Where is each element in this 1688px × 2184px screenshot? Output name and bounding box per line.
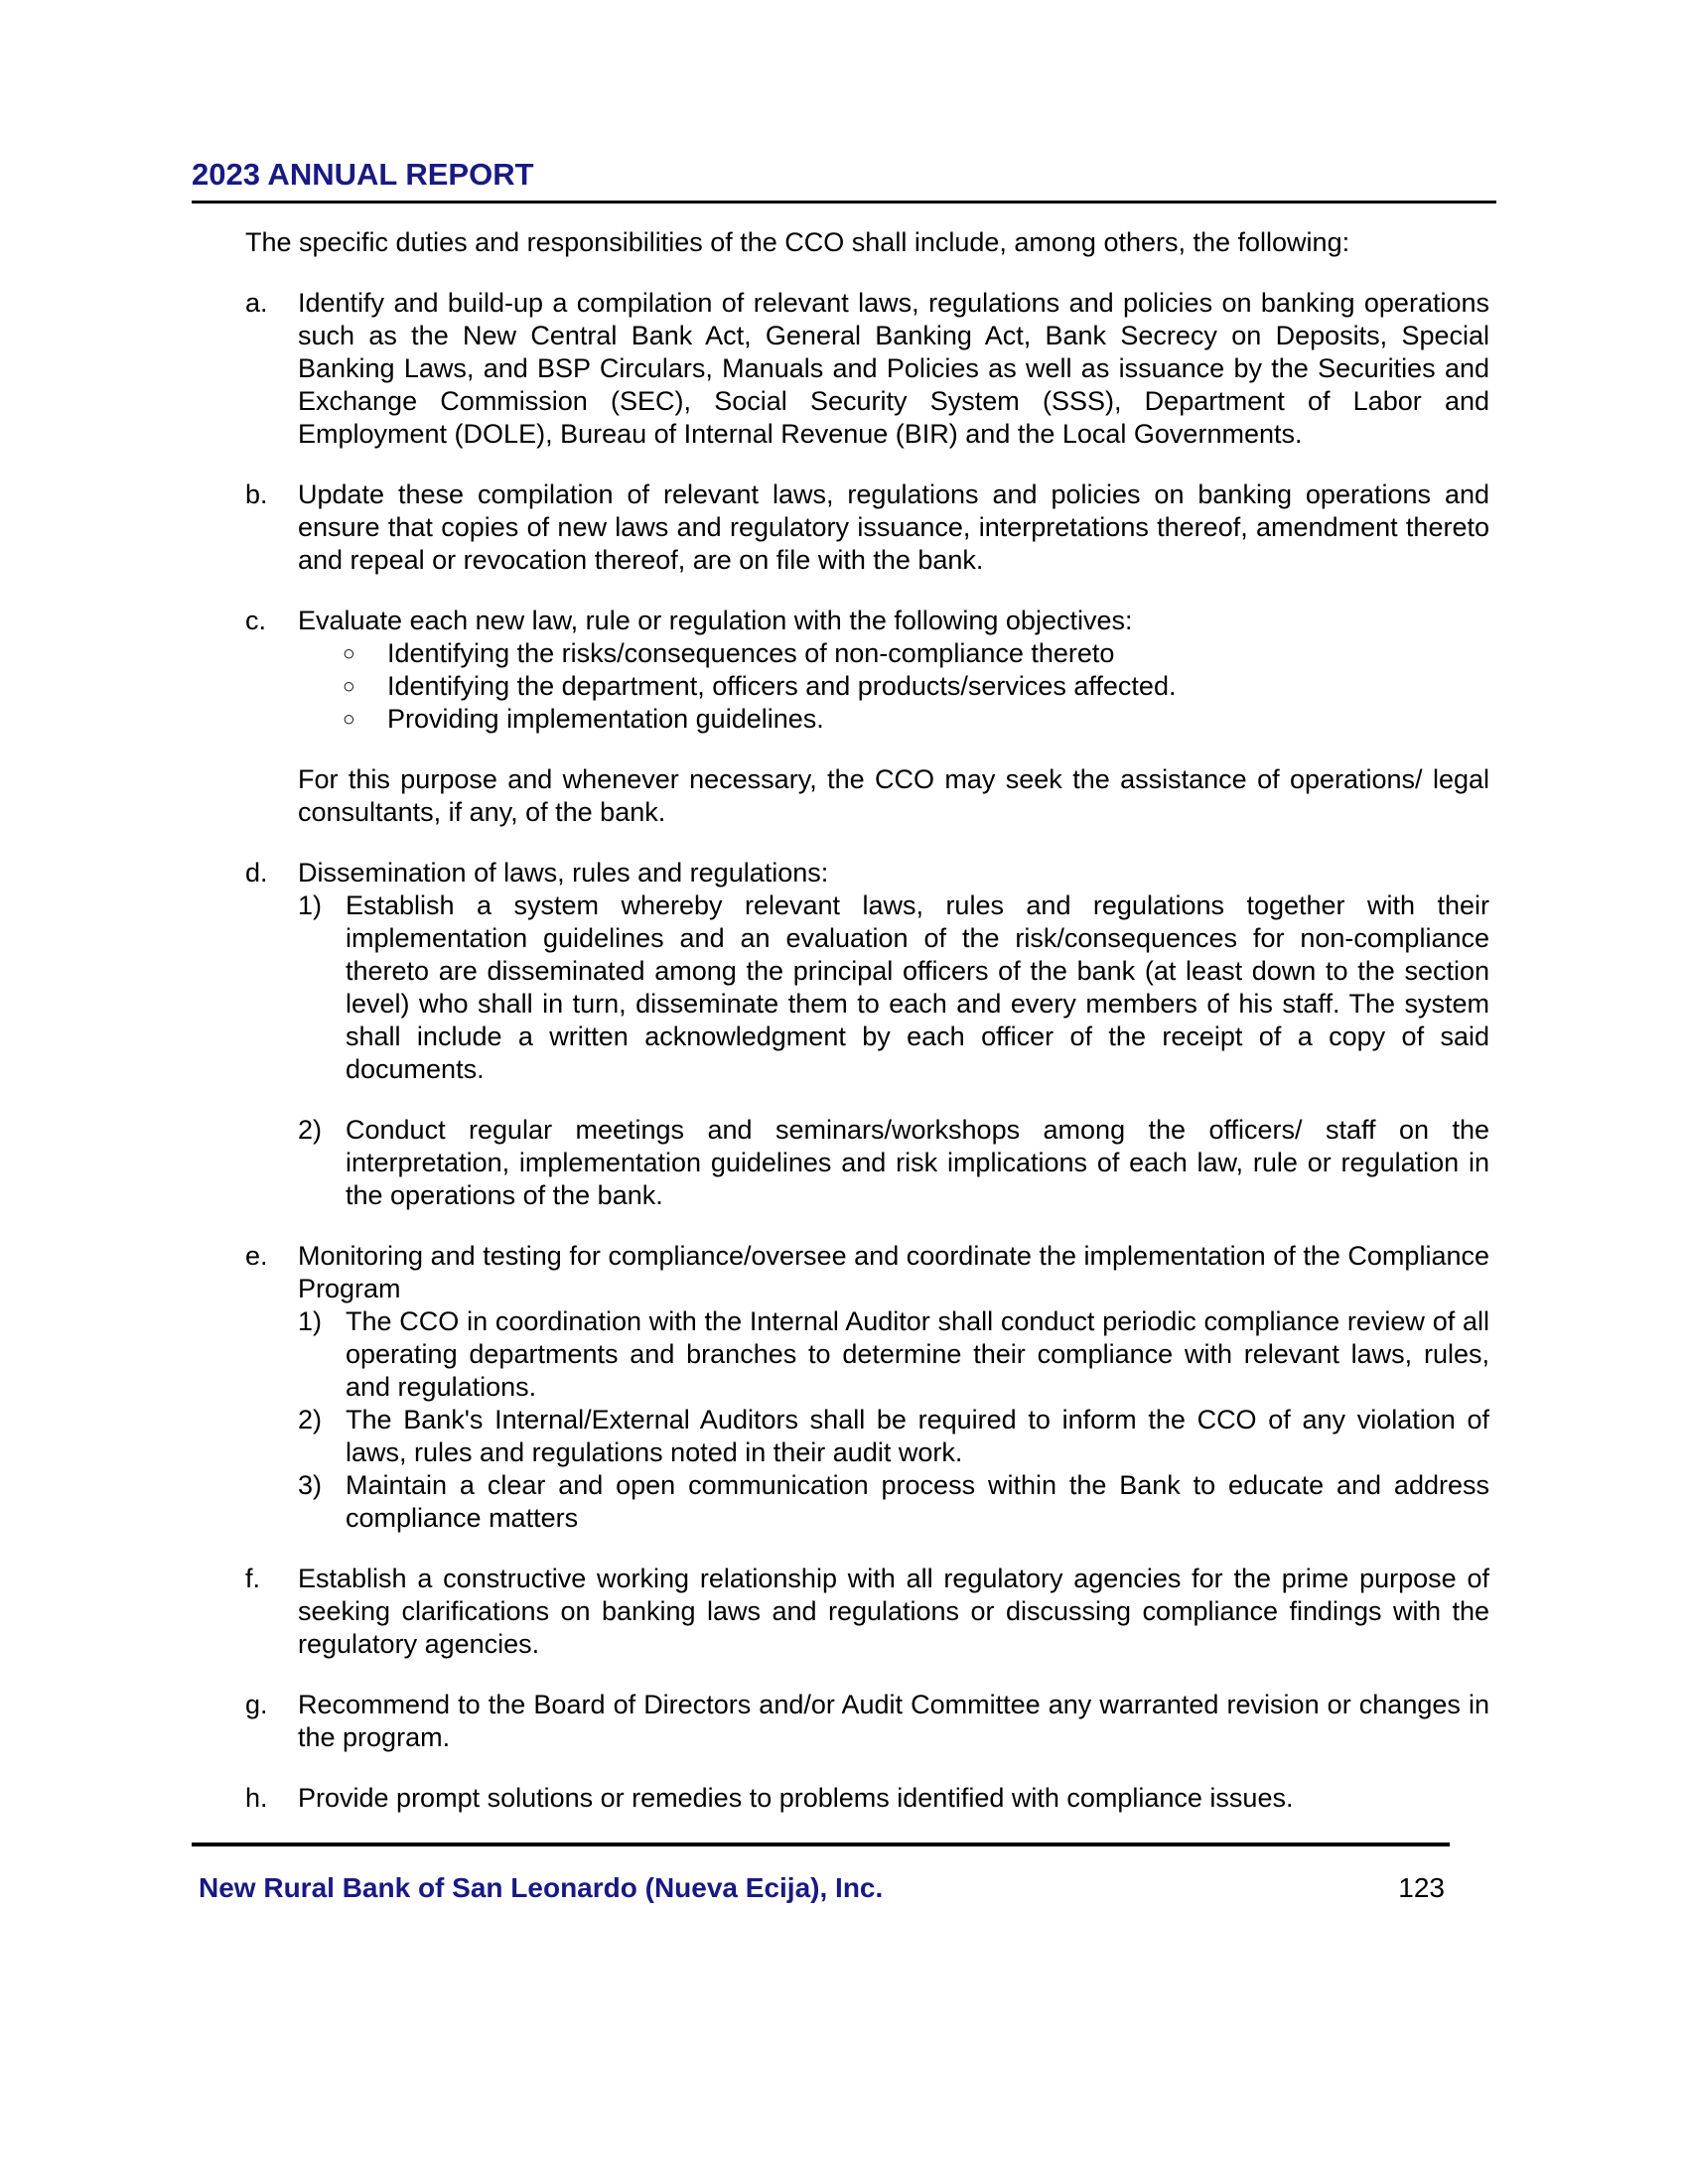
list-item-e — [245, 1240, 1489, 1535]
header-divider — [192, 201, 1496, 204]
list-marker-f: f. — [245, 1564, 261, 1593]
number-marker: 1) — [298, 1306, 323, 1336]
numbered-item — [298, 1305, 1489, 1404]
numbered-list — [298, 889, 1489, 1212]
numbered-text: Conduct regular meetings and seminars/workshops among the officers/ staff on the interpretation, implementation guidelines and risk implications of each law, rule or regulation in the operations of the bank. — [346, 1115, 1489, 1210]
page-header — [192, 157, 1496, 204]
list-marker-b: b. — [245, 479, 268, 509]
circle-bullet-icon: ○ — [343, 708, 355, 731]
page-footer — [199, 1872, 1445, 1904]
numbered-item — [298, 1114, 1489, 1212]
list-item-h — [245, 1782, 1489, 1815]
numbered-item — [298, 1404, 1489, 1469]
numbered-item — [298, 889, 1489, 1086]
list-marker-c: c. — [245, 606, 267, 635]
item-text: Establish a constructive working relationship with all regulatory agencies for the prime purpose of seeking clarifications on banking laws and regulations or discussing compliance findings with the regulatory agencies. — [298, 1564, 1489, 1659]
sub-bullet — [298, 637, 1489, 670]
sub-bullet-list — [298, 637, 1489, 736]
list-marker-d: d. — [245, 858, 268, 887]
list-item-d — [245, 857, 1489, 1212]
footer-page-number: 123 — [1398, 1872, 1445, 1903]
bullet-text: Providing implementation guidelines. — [387, 704, 824, 734]
numbered-text: The CCO in coordination with the Internal Auditor shall conduct periodic compliance review of all operating departments and branches to determine their compliance with relevant laws, rules, and regulations. — [346, 1306, 1489, 1402]
numbered-list — [298, 1305, 1489, 1535]
list-item-b — [245, 478, 1489, 577]
footer-divider — [192, 1843, 1450, 1846]
item-text: Monitoring and testing for compliance/oversee and coordinate the implementation of the Compliance Program — [298, 1241, 1489, 1303]
footer-bank-name: New Rural Bank of San Leonardo (Nueva Ecija), Inc. — [199, 1872, 884, 1903]
bullet-text: Identifying the risks/consequences of non-compliance thereto — [387, 638, 1115, 668]
intro-paragraph: The specific duties and responsibilities of the CCO shall include, among others, the following: — [245, 227, 1350, 257]
numbered-text: Establish a system whereby relevant laws, rules and regulations together with their implementation guidelines and an evaluation of the risk/consequences for non-compliance thereto are disseminated among the principal officers of the bank (at least down to the section level) who shall in turn, disseminate them to each and every members of his staff. The system shall include a written acknowledgment by each officer of the receipt of a copy of said documents. — [346, 890, 1489, 1084]
list-marker-h: h. — [245, 1783, 268, 1813]
sub-bullet — [298, 670, 1489, 703]
list-marker-a: a. — [245, 288, 268, 318]
numbered-item — [298, 1469, 1489, 1535]
list-item-g — [245, 1689, 1489, 1754]
number-marker: 3) — [298, 1470, 323, 1500]
number-marker: 1) — [298, 890, 323, 920]
numbered-text: Maintain a clear and open communication process within the Bank to educate and address compliance matters — [346, 1470, 1489, 1533]
list-item-a — [245, 287, 1489, 451]
bullet-text: Identifying the department, officers and products/services affected. — [387, 671, 1177, 701]
page-title: 2023 ANNUAL REPORT — [192, 157, 534, 192]
item-text: Identify and build-up a compilation of relevant laws, regulations and policies on banking operations such as the New Central Bank Act, General Banking Act, Bank Secrecy on Deposits, Special Banking Laws, and BSP Circulars, Manuals and Policies as well as issuance by the Securities and Exchange Commission (SEC), Social Security System (SSS), Department of Labor and Employment (DOLE), Bureau of Internal Revenue (BIR) and the Local Governments. — [298, 288, 1489, 449]
circle-bullet-icon: ○ — [343, 675, 355, 698]
list-marker-e: e. — [245, 1241, 268, 1271]
item-text: Recommend to the Board of Directors and/or Audit Committee any warranted revision or changes in the program. — [298, 1690, 1489, 1752]
circle-bullet-icon: ○ — [343, 642, 355, 665]
item-text: Update these compilation of relevant laws, regulations and policies on banking operations and ensure that copies of new laws and regulatory issuance, interpretations thereof, amendment thereto and repeal or revocation thereof, are on file with the bank. — [298, 479, 1489, 575]
item-text: Provide prompt solutions or remedies to problems identified with compliance issues. — [298, 1783, 1294, 1813]
item-text: Evaluate each new law, rule or regulation with the following objectives: — [298, 606, 1133, 635]
item-text: Dissemination of laws, rules and regulations: — [298, 858, 829, 887]
numbered-text: The Bank's Internal/External Auditors shall be required to inform the CCO of any violation of laws, rules and regulations noted in their audit work. — [346, 1405, 1489, 1467]
list-item-f — [245, 1563, 1489, 1661]
number-marker: 2) — [298, 1405, 323, 1434]
continuation-paragraph: For this purpose and whenever necessary, the CCO may seek the assistance of operations/ legal consultants, if any, of the bank. — [298, 764, 1489, 827]
list-item-c — [245, 605, 1489, 829]
number-marker: 2) — [298, 1115, 323, 1145]
sub-bullet — [298, 703, 1489, 736]
document-body — [245, 226, 1489, 1815]
list-marker-g: g. — [245, 1690, 268, 1719]
